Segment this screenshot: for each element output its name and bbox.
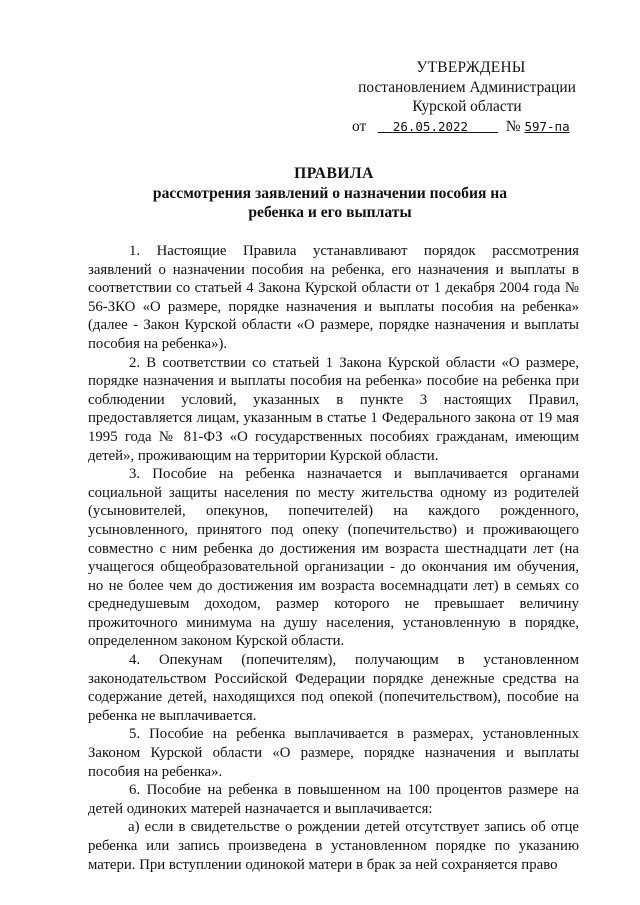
approval-stamp <box>352 58 582 136</box>
document-body <box>88 242 579 874</box>
paragraph-5: 5. Пособие на ребенка выплачивается в размерах, установленных Законом Курской области «О размере, порядке назначения и выплаты пособия на ребенка». <box>88 726 579 780</box>
paragraph-4: 4. Опекунам (попечителям), получающим в установленном законодательством Российской Федерации порядке денежные средства на содержание детей, находящихся под опекой (попечительством), пособие на ребенка не выплачивается. <box>88 652 579 724</box>
approval-date-value: 26.05.2022 <box>392 118 469 134</box>
approval-date-line <box>352 117 582 137</box>
document-title-block <box>60 164 600 223</box>
paragraph-2: 2. В соответствии со статьей 1 Закона Курской области «О размере, порядке назначения и выплаты пособия на ребенка» пособие на ребенка при соблюдении условий, указанных в пункте 3 настоящих Правил, предоставляется лицам, указанным в статье 1 Федерального закона от 19 мая 1995 года № 81-ФЗ «О государственных пособиях гражданам, имеющим детей», проживающим на территории Курской области. <box>88 354 579 464</box>
paragraph-1: 1. Настоящие Правила устанавливают порядок рассмотрения заявлений о назначении пособия на ребенка, его назначения и выплаты в соответствии со статьей 4 Закона Курской области от 1 декабря 2004 года № 56-ЗКО «О размере, порядке назначения и выплаты пособия на ребенка» (далее - Закон Курской области «О размере, порядке назначения и выплаты пособия на ребенка»). <box>88 243 579 352</box>
approval-line-2: Курской области <box>412 98 522 115</box>
document-subtitle-2: ребенка и его выплаты <box>248 204 412 221</box>
document-title: ПРАВИЛА <box>294 165 374 182</box>
approval-line-1: постановлением Администрации <box>358 78 576 96</box>
number-label: № <box>505 117 521 135</box>
approval-number: 597-па <box>524 118 570 134</box>
paragraph-6: 6. Пособие на ребенка в повышенном на 100 процентов размере на детей одиноких матерей назначается и выплачивается: <box>88 782 579 817</box>
paragraph-6a: а) если в свидетельстве о рождении детей отсутствует запись об отце ребенка или запись произведена в установленном порядке по указанию матери. При вступлении одинокой матери в брак за ней сохраняется право <box>88 819 579 873</box>
from-label: от <box>352 117 367 135</box>
document-subtitle-1: рассмотрения заявлений о назначении пособия на <box>152 184 508 202</box>
approval-date <box>378 119 498 134</box>
approval-title: УТВЕРЖДЕНЫ <box>416 59 526 76</box>
paragraph-3: 3. Пособие на ребенка назначается и выплачивается органами социальной защиты населения по месту жительства одному из родителей (усыновителей, опекунов, попечителей) на каждого рожденного, усыновленного, принятого под опеку (попечительство) и проживающего совместно с ним ребенка до достижения им возраста шестнадцати лет (на учащегося общеобразовательной организации - до окончания им обучения, но не более чем до достижения им возраста восемнадцати лет) в семьях со среднедушевым доходом, размер которого не превышает величину прожиточного минимума на душу населения, установленную в порядке, определенном законом Курской области. <box>88 466 579 650</box>
